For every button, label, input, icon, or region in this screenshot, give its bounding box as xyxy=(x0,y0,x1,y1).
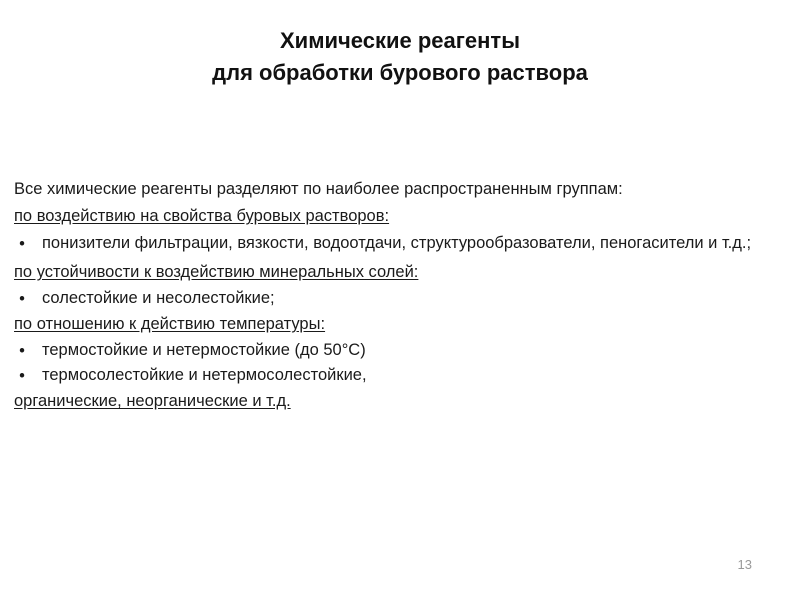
list-item xyxy=(14,231,774,256)
slide-title-line-1: Химические реагенты xyxy=(280,28,520,53)
group-heading-properties: по воздействию на свойства буровых растворов: xyxy=(14,207,390,225)
list-item-text: понизители фильтрации, вязкости, водоотдачи, структурообразователи, пеногасители и т.д.; xyxy=(42,234,752,252)
group-heading-salt-resistance: по устойчивости к воздействию минеральных солей: xyxy=(14,263,419,281)
page-number: 13 xyxy=(737,557,752,572)
group-heading-temperature: по отношению к действию температуры: xyxy=(14,315,326,333)
list-item-text: термостойкие и нетермостойкие (до 50°С) xyxy=(42,341,366,359)
slide-title-line-2: для обработки бурового раствора xyxy=(212,60,588,85)
intro-text: Все химические реагенты разделяют по наиболее распространенным группам: xyxy=(14,180,623,198)
list-item xyxy=(14,286,774,311)
bullet-icon: • xyxy=(19,290,25,308)
bullet-icon: • xyxy=(19,367,25,385)
list-item xyxy=(14,338,774,363)
bullet-icon: • xyxy=(19,342,25,360)
bullet-icon: • xyxy=(19,235,25,253)
list-item-text: термосолестойкие и нетермосолестойкие, xyxy=(42,366,367,384)
closing-text: органические, неорганические и т.д. xyxy=(14,392,291,410)
slide-title xyxy=(0,25,800,89)
list-item-text: солестойкие и несолестойкие; xyxy=(42,289,275,307)
slide-content xyxy=(14,176,774,415)
list-item xyxy=(14,363,774,388)
